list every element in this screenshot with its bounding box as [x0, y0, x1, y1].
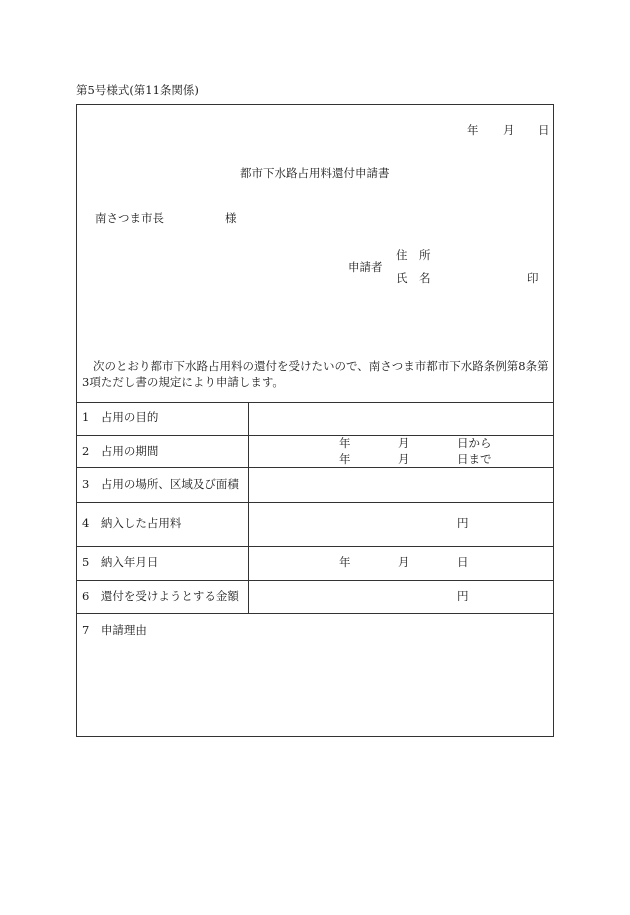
row-divider [76, 546, 554, 547]
date-year-label: 年 [467, 123, 479, 137]
row-label-refund-amount: 6 還付を受けようとする金額 [82, 589, 239, 603]
applicant-label: 申請者 [348, 260, 383, 274]
payment-date-year: 年 [339, 555, 351, 569]
intro-paragraph: 次のとおり都市下水路占用料の還付を受けたいので、南さつま市都市下水路条例第8条第3項ただし書の規定により申請します。 [82, 359, 549, 389]
document-title: 都市下水路占用料還付申請書 [240, 166, 390, 180]
applicant-address-label: 住 所 [396, 248, 431, 262]
column-divider [248, 402, 249, 613]
period-to-year: 年 [339, 452, 351, 466]
row-divider [76, 467, 554, 468]
row-divider [76, 402, 554, 403]
addressee-name: 南さつま市長 [95, 211, 164, 225]
row-divider [76, 502, 554, 503]
row-label-payment-date: 5 納入年月日 [82, 555, 159, 569]
period-from-year: 年 [339, 436, 351, 450]
row-label-reason: 7 申請理由 [82, 623, 147, 637]
payment-date-day: 日 [457, 555, 469, 569]
period-to-month: 月 [398, 452, 410, 466]
period-from-month: 月 [398, 436, 410, 450]
refund-amount-unit: 円 [457, 589, 469, 603]
date-month-label: 月 [503, 123, 515, 137]
row-divider [76, 580, 554, 581]
payment-date-month: 月 [398, 555, 410, 569]
row-label-location: 3 占用の場所、区域及び面積 [82, 477, 239, 491]
paid-fee-unit: 円 [457, 516, 469, 530]
form-number: 第5号様式(第11条関係) [76, 83, 199, 97]
seal-mark: 印 [527, 271, 539, 285]
row-label-period: 2 占用の期間 [82, 444, 159, 458]
row-label-paid-fee: 4 納入した占用料 [82, 516, 182, 530]
row-divider [76, 613, 554, 614]
row-label-purpose: 1 占用の目的 [82, 410, 159, 424]
period-from-day: 日から [457, 436, 492, 450]
period-to-day: 日まで [457, 452, 492, 466]
applicant-name-label: 氏 名 [396, 271, 431, 285]
date-day-label: 日 [538, 123, 550, 137]
addressee-honorific: 様 [225, 211, 237, 225]
